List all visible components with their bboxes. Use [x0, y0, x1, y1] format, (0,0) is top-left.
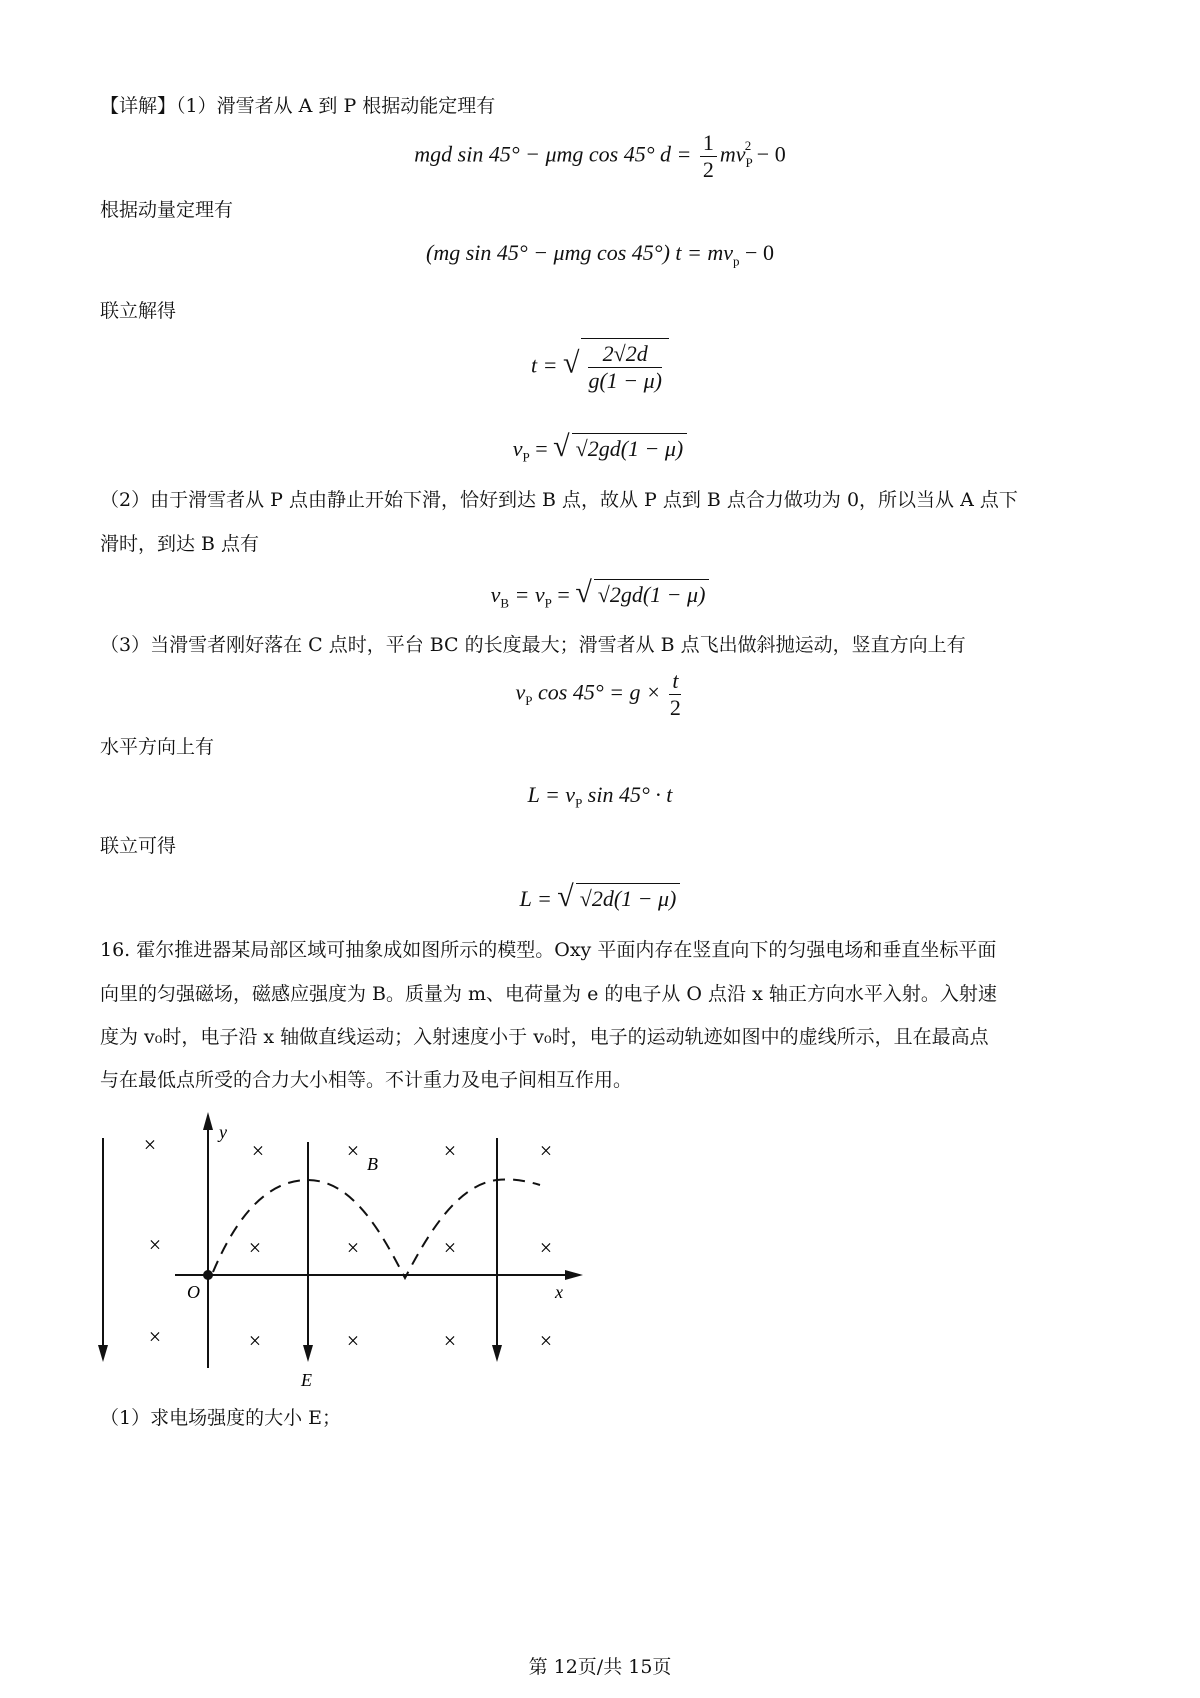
- q16-sub1: （1）求电场强度的大小 E；: [100, 1407, 341, 1429]
- eq7-left: L = v: [527, 782, 576, 807]
- equation-time: [300, 338, 900, 394]
- eq1-sup: 2: [744, 137, 752, 153]
- b-cross: ×: [148, 1232, 162, 1257]
- eq5-inner: √2gd(1 − μ): [594, 579, 710, 608]
- detail-p6: 水平方向上有: [100, 736, 215, 758]
- field-diagram: [95, 1100, 615, 1400]
- eq5-sub2: P: [544, 595, 552, 611]
- eq5-mid: = v: [514, 582, 545, 607]
- eq6-num: t: [669, 668, 681, 695]
- eq1-right: mv: [719, 141, 746, 167]
- eq1-sub: P: [745, 154, 753, 170]
- eq5-radical-icon: √: [575, 576, 592, 609]
- eq3-left: t =: [531, 352, 558, 378]
- q16-line3: 度为 v₀时，电子沿 x 轴做直线运动；入射速度小于 v₀时，电子的运动轨迹如图中的虚线所示，且在最高点: [100, 1026, 989, 1048]
- equation-vb: [300, 576, 900, 611]
- eq3-fraction: [588, 341, 662, 394]
- detail-p4-line1: （2）由于滑雪者从 P 点由静止开始下滑，恰好到达 B 点，故从 P 点到 B 点合力做功为 0，所以当从 A 点下: [100, 489, 1018, 511]
- eq8-inner: √2d(1 − μ): [576, 883, 681, 912]
- detail-intro: [100, 92, 495, 120]
- e-field-arrow-2-icon: [303, 1345, 313, 1362]
- origin-dot: [203, 1270, 213, 1280]
- eq2-sub: p: [733, 253, 740, 269]
- detail-p2: 根据动量定理有: [100, 199, 234, 221]
- eq3-num: 2√2d: [588, 341, 662, 368]
- eq4-eq: =: [535, 436, 548, 461]
- detail-p3: 联立解得: [100, 300, 177, 322]
- detail-p7: 联立可得: [100, 835, 177, 857]
- e-field-arrow-3-icon: [492, 1345, 502, 1362]
- eq6-mid: cos 45° = g ×: [538, 679, 661, 705]
- e-field-label: E: [301, 1370, 312, 1390]
- detail-p5: （3）当滑雪者刚好落在 C 点时，平台 BC 的长度最大；滑雪者从 B 点飞出做斜抛运动，竖直方向上有: [100, 634, 966, 656]
- x-axis-label: x: [555, 1282, 563, 1302]
- eq6-fraction: [669, 668, 681, 721]
- equation-momentum: [300, 240, 900, 269]
- equation-length: [300, 880, 900, 914]
- b-cross: ×: [251, 1138, 265, 1163]
- b-cross: ×: [148, 1324, 162, 1349]
- b-field-label: B: [367, 1154, 378, 1174]
- eq6-sub: P: [525, 692, 533, 708]
- eq4-inner: √2gd(1 − μ): [572, 433, 688, 462]
- eq3-radical-icon: √: [562, 346, 580, 380]
- detail-label: 【详解】: [100, 95, 177, 117]
- b-cross: ×: [539, 1138, 553, 1163]
- eq1-tail: − 0: [756, 141, 786, 167]
- b-cross: ×: [443, 1235, 457, 1260]
- eq5-left: v: [490, 582, 501, 607]
- b-cross: ×: [346, 1328, 360, 1353]
- equation-vertical: [300, 668, 900, 721]
- detail-p1: （1）滑雪者从 A 到 P 根据动能定理有: [176, 95, 496, 117]
- b-cross: ×: [346, 1235, 360, 1260]
- origin-label: O: [187, 1282, 200, 1302]
- eq1-left: mgd sin 45° − μmg cos 45° d =: [414, 141, 692, 167]
- eq4-radical-icon: √: [553, 430, 570, 463]
- b-cross: ×: [346, 1138, 360, 1163]
- eq1-den: 2: [702, 157, 714, 182]
- eq6-den: 2: [669, 695, 681, 720]
- eq4-left: v: [512, 436, 523, 461]
- eq1-num: 1: [700, 130, 717, 157]
- electron-trajectory: [213, 1179, 540, 1278]
- eq6-left: v: [515, 679, 526, 705]
- eq8-left: L =: [519, 886, 552, 911]
- b-cross: ×: [443, 1328, 457, 1353]
- b-cross: ×: [443, 1138, 457, 1163]
- b-cross: ×: [143, 1132, 157, 1157]
- eq7-tail: sin 45° · t: [587, 782, 673, 807]
- eq1-fraction: [700, 130, 717, 183]
- q16-line2: 向里的匀强磁场，磁感应强度为 B。质量为 m、电荷量为 e 的电子从 O 点沿 x 轴正方向水平入射。入射速: [100, 983, 997, 1005]
- page-number: 第 12页/共 15页: [528, 1656, 672, 1678]
- equation-horizontal: [300, 782, 900, 811]
- q16-line1: 16. 霍尔推进器某局部区域可抽象成如图所示的模型。Oxy 平面内存在竖直向下的匀强电场和垂直坐标平面: [100, 939, 997, 961]
- x-axis-arrow-icon: [565, 1270, 583, 1280]
- eq2-body: (mg sin 45° − μmg cos 45°) t = mv: [426, 240, 734, 265]
- eq2-tail: − 0: [745, 240, 774, 265]
- equation-energy: [300, 130, 900, 183]
- eq7-sub: P: [575, 795, 583, 811]
- b-cross: ×: [248, 1328, 262, 1353]
- e-field-arrow-1-icon: [98, 1345, 108, 1362]
- eq5-sub1: B: [500, 595, 510, 611]
- eq4-sub: P: [522, 449, 530, 465]
- detail-p4-line2: 滑时，到达 B 点有: [100, 533, 260, 555]
- eq8-radical-icon: √: [557, 880, 574, 913]
- y-axis-arrow-icon: [203, 1112, 213, 1130]
- b-cross: ×: [248, 1235, 262, 1260]
- b-cross: ×: [539, 1235, 553, 1260]
- y-axis-label: y: [219, 1122, 227, 1142]
- eq5-eq: =: [557, 582, 570, 607]
- q16-line4: 与在最低点所受的合力大小相等。不计重力及电子间相互作用。: [100, 1069, 633, 1091]
- b-cross: ×: [539, 1328, 553, 1353]
- equation-vp: [300, 430, 900, 465]
- eq3-den: g(1 − μ): [588, 368, 662, 393]
